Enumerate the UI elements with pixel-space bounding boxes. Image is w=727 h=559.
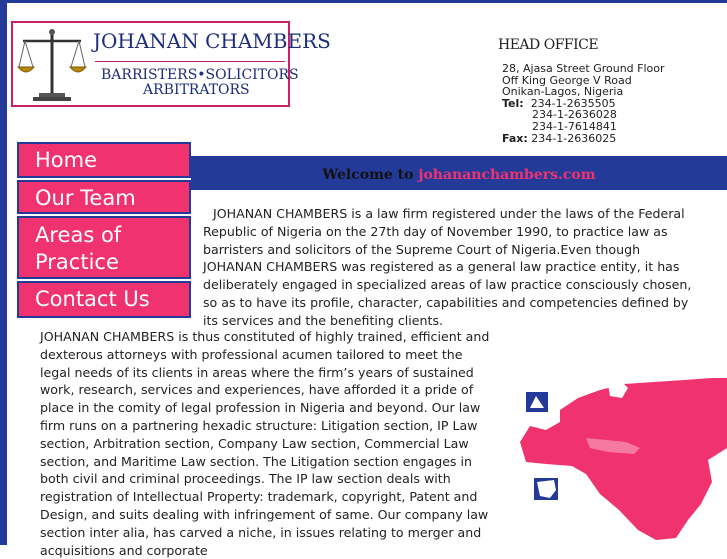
welcome-banner bbox=[191, 156, 727, 190]
address-line: Onikan-Lagos, Nigeria bbox=[502, 85, 624, 99]
body-paragraph: JOHANAN CHAMBERS is thus constituted of highly trained, efficient and dexterous attorneys with professional acumen tailored to meet the legal needs of its clients in areas where the firm’s years of sustained work, research, services and experiences, have afforded it a pride of place in the comity of legal profession in Nigeria and beyond. Our law firm runs on a partnering hexadic structure: Litigation section, IP Law section, Arbitration section, Company Law section, Commercial Law section, and Maritime Law section. The Litigation section engages in both civil and criminal proceedings. The IP law section deals with registration of Intellectual Property: trademark, copyright, Patent and Design, and suits dealing with infringement of same. Our company law section inter alia, has carved a niche, in issues relating to merger and acquisitions and corporate bbox=[40, 329, 490, 558]
logo-divider bbox=[95, 61, 285, 62]
nav-our-team[interactable]: Our Team bbox=[17, 180, 191, 214]
head-office-address bbox=[502, 63, 665, 144]
tel-label: Tel: bbox=[502, 96, 524, 110]
nav-areas-of-practice[interactable]: Areas of Practice bbox=[17, 216, 191, 279]
logo-title: JOHANAN CHAMBERS bbox=[93, 29, 331, 53]
tel-number: 234-1-2635505 bbox=[530, 96, 616, 110]
address-line: 28, Ajasa Street Ground Floor bbox=[502, 62, 665, 75]
logo-subtitle-practice: BARRISTERS•SOLICITORS bbox=[101, 67, 299, 83]
address-line: Off King George V Road bbox=[502, 73, 632, 87]
top-frame-border bbox=[0, 0, 727, 3]
world-map-image bbox=[516, 378, 727, 545]
fax-label: Fax: bbox=[502, 131, 528, 145]
welcome-site-name: johananchambers.com bbox=[418, 167, 596, 183]
tel-number: 234-1-2636028 bbox=[532, 108, 617, 122]
logo-subtitle-arbitrators: ARBITRATORS bbox=[143, 82, 250, 98]
welcome-text: Welcome to bbox=[322, 167, 419, 183]
intro-paragraph: JOHANAN CHAMBERS is a law firm registered under the laws of the Federal Republic of Nigeria on the 27th day of November 1990, to practice law as barristers and solicitors of the Supreme Court of Nigeria.Even though JOHANAN CHAMBERS was registered as a general law practice entity, it has deliberately engaged in specialized areas of law practice consciously chosen, so as to have its profile, character, capabilities and competencies defined by its services and the benefiting clients. bbox=[203, 206, 692, 328]
main-nav bbox=[17, 142, 191, 320]
firm-logo[interactable] bbox=[11, 21, 331, 107]
fax-number: 234-1-2636025 bbox=[531, 131, 617, 145]
nav-home[interactable]: Home bbox=[17, 142, 191, 178]
nav-contact-us[interactable]: Contact Us bbox=[17, 281, 191, 318]
scales-of-justice-icon bbox=[17, 27, 87, 103]
head-office-title: HEAD OFFICE bbox=[498, 37, 599, 53]
fax-row bbox=[502, 133, 665, 145]
left-frame-border bbox=[0, 0, 7, 545]
tel-number: 234-1-7614841 bbox=[532, 119, 617, 133]
